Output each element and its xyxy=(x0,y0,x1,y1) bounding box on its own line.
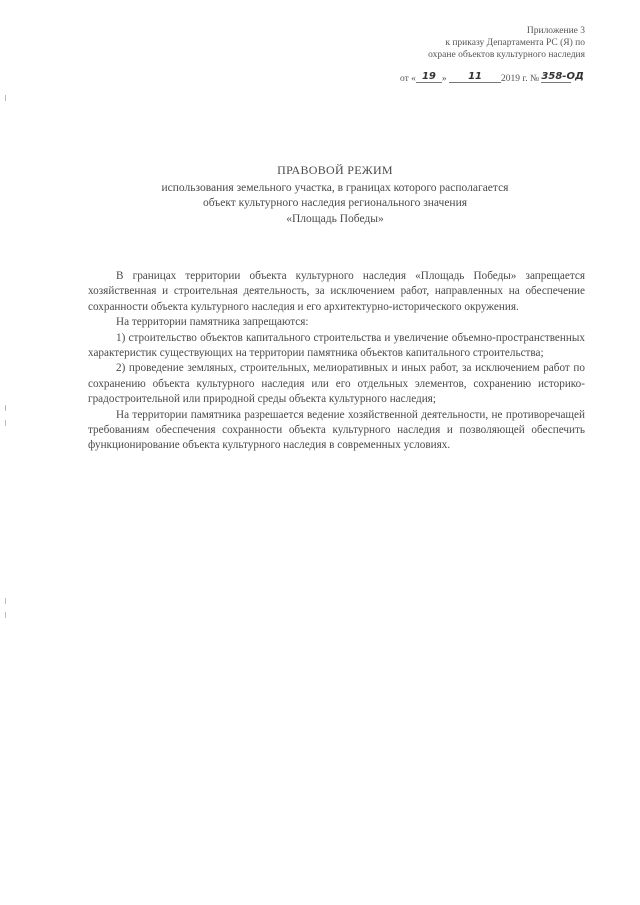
appendix-line-3: охране объектов культурного наследия xyxy=(428,50,585,60)
subtitle-line-2: объект культурного наследия регионального значения xyxy=(202,197,468,209)
date-year: 2019 г. № xyxy=(501,74,540,84)
paragraph-5: На территории памятника разрешается ведение хозяйственной деятельности, не противоречащей требованиям обеспечения сохранности объекта культурного наследия и позволяющей обеспечить функционирование объекта культурного наследия в современных условиях. xyxy=(88,408,585,452)
appendix-line-1: Приложение 3 xyxy=(526,26,585,36)
order-date-line xyxy=(400,73,600,85)
document-body xyxy=(88,269,585,454)
appendix-header xyxy=(380,25,585,61)
paragraph-4: 2) проведение земляных, строительных, мелиоративных и иных работ, за исключением работ по сохранению объекта культурного наследия или его отдельных элементов, сохранению историко-градостроительной или природной среды объекта культурного наследия; xyxy=(88,362,585,406)
order-number: 358-ОД xyxy=(541,71,584,82)
date-mid: » xyxy=(441,74,447,84)
subtitle-line-1: использования земельного участка, в границах которого располагается xyxy=(161,181,509,194)
document-title: ПРАВОВОЙ РЕЖИМ xyxy=(277,163,393,177)
title-block xyxy=(100,163,570,227)
date-prefix: от « xyxy=(400,74,416,84)
paragraph-3: 1) строительство объектов капитального строительства и увеличение объемно-пространственных характеристик существующих на территории памятника объектов капитального строительства; xyxy=(88,331,585,360)
date-day: 19 xyxy=(416,72,442,83)
appendix-line-2: к приказу Департамента РС (Я) по xyxy=(445,38,585,48)
paragraph-1: В границах территории объекта культурного наследия «Площадь Победы» запрещается хозяйственная и строительная деятельность, за исключением работ, направленных на обеспечение сохранности объекта культурного наследия и его архитектурно-исторического окружения. xyxy=(88,270,585,313)
date-month: 11 xyxy=(449,72,501,83)
subtitle-line-3: «Площадь Победы» xyxy=(286,212,384,225)
scan-edge-marks xyxy=(0,0,12,905)
paragraph-2: На территории памятника запрещаются: xyxy=(116,316,309,329)
